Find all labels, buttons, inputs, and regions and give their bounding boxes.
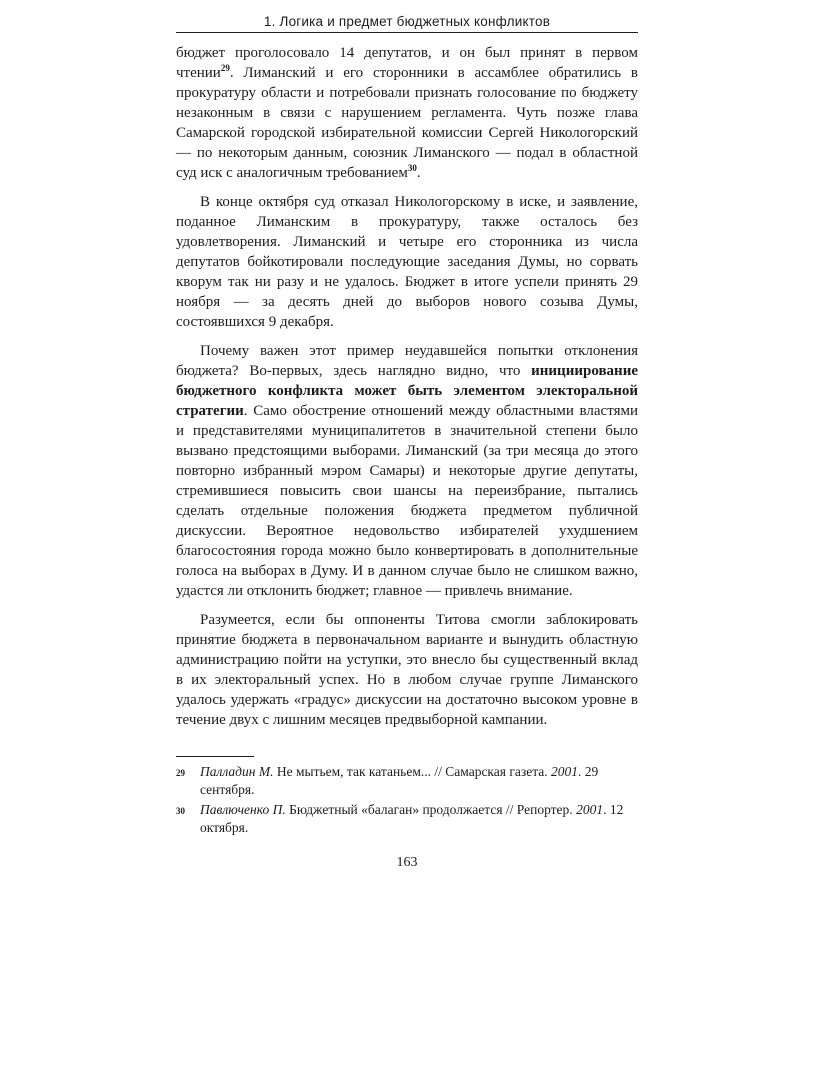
paragraph-1-text-b: . Лиманский и его сторонники в ассамблее обратились в прокуратуру области и потребовали признать голосование по бюджету незаконным в связи с нарушением регламента. Чуть позже глава Самарской городской избирательной комиссии Сергей Никологорский — по некоторым данным, союзник Лиманского — подал в областной суд иск с аналогичным требованием [176,65,638,181]
page-number: 163 [396,855,418,870]
paragraph-1-text-c: . [416,165,421,181]
footnote-body [200,763,638,799]
footnote-ref-29[interactable]: 29 [220,63,230,73]
paragraph-1-text-a: бюджет проголосовало 14 депутатов, и он был принят в первом чтении [176,45,638,81]
paragraph-3-text-b: . Само обострение отношений между областными властями и представителями муниципалитетов в значительной степени было вызвано предстоящими выборами. Лиманский (за три месяца до этого повторно избранный мэром Самары) и некоторые другие депутаты, стремившиеся повысить свои шансы на переизбрание, пытались сделать отдельные положения бюджета предметом публичной дискуссии. Вероятное недовольство избирателей ухудшением благосостояния города можно было конвертировать в дополнительные голоса на выборах в Думу. И в данном случае было не слишком важно, удастся ли отклонить бюджет; главное — привлечь внимание. [176,403,638,599]
running-head: 1. Логика и предмет бюджетных конфликтов [176,14,638,33]
footnote-year: 2001 [576,802,604,817]
paragraph-2: В конце октября суд отказал Никологорскому в иске, и заявление, поданное Лиманским в прокуратуру, также осталось без удовлетворения. Лиманский и четыре его сторонника из числа депутатов бойкотировали последующие заседания Думы, но сорвать кворум так ни разу и не удалось. Бюджет в итоге успели принять 29 ноября — за десять дней до выборов нового созыва Думы, состоявшихся 9 декабря. [176,194,638,330]
paragraph-4: Разумеется, если бы оппоненты Титова смогли заблокировать принятие бюджета в первоначальном варианте и вынудить областную администрацию пойти на уступки, это внесло бы существенный вклад в их электоральный успех. Но в любом случае группе Лиманского удалось удержать «градус» дискуссии на достаточно высоком уровне в течение двух с лишним месяцев предвыборной кампании. [176,612,638,728]
footnote-date: . 29 сентября. [200,764,599,797]
footnote-29 [176,763,638,799]
book-page [176,14,638,871]
footnote-author: Палладин М. [200,764,274,779]
paragraph-1 [176,43,638,183]
footnote-body [200,801,638,837]
footnote-title: Не мытьем, так катаньем... // Самарская газета. [273,764,552,779]
footnote-number: 30 [176,806,185,816]
footnote-divider [176,756,254,757]
footnote-title: Бюджетный «балаган» продолжается // Репортер. [285,802,577,817]
footnote-author: Павлюченко П. [200,802,286,817]
footnote-year: 2001 [551,764,579,779]
footnote-30 [176,801,638,837]
paragraph-3-text-a: Почему важен этот пример неудавшейся попытки отклонения бюджета? Во-первых, здесь наглядно видно, что [176,343,638,379]
footnote-date: . 12 октября. [200,802,624,835]
paragraph-3-emphasis: инициирование бюджетного конфликта может быть элементом электоральной стратегии [176,363,638,419]
footnote-number: 29 [176,768,185,778]
footnote-ref-30[interactable]: 30 [407,163,417,173]
paragraph-3 [176,341,638,601]
